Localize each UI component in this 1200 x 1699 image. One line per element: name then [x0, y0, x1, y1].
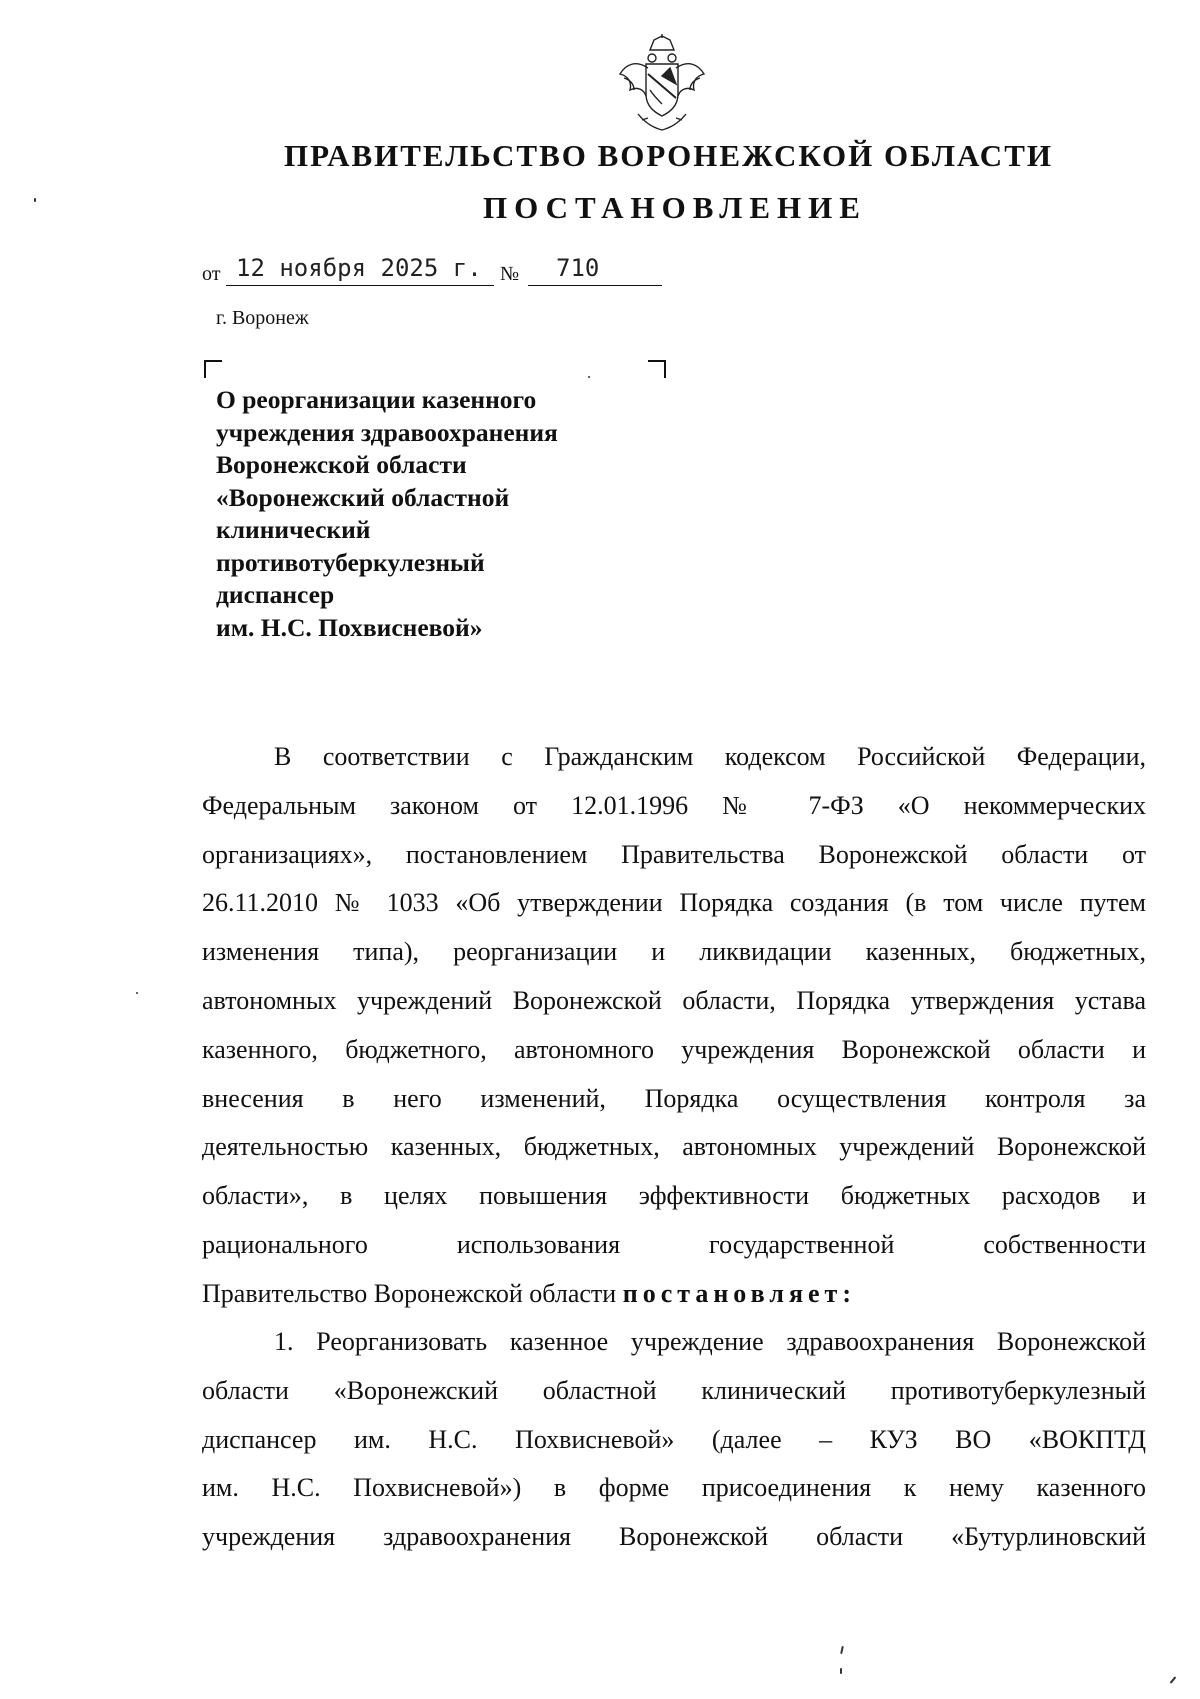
scan-speck	[1170, 1676, 1177, 1683]
paragraph-line: учреждения здравоохранения Воронежской области «Бутурлиновский	[202, 1522, 1146, 1552]
subject-line: О реорганизации казенного	[216, 385, 537, 414]
subject-line: учреждения здравоохранения	[216, 417, 558, 447]
document-date: 12 ноября 2025 г.	[236, 254, 482, 282]
date-number-line	[202, 252, 672, 292]
paragraph-line: организациях», постановлением Правительства Воронежской области от	[202, 839, 1146, 869]
scan-speck	[840, 1668, 842, 1674]
paragraph-line: области «Воронежский областной клинический противотуберкулезный	[202, 1375, 1146, 1405]
subject-line: Воронежской области	[216, 450, 467, 479]
paragraph-line: им. Н.С. Похвисневой») в форме присоединения к нему казенного	[202, 1473, 1146, 1503]
subject-line: «Воронежский областной	[216, 482, 510, 512]
paragraph-line: деятельностью казенных, бюджетных, автономных учреждений Воронежской	[202, 1132, 1146, 1162]
paragraph-line: рационального использования государственной собственности	[202, 1229, 1146, 1259]
subject-corner-right	[648, 360, 666, 378]
subject-line: клинический	[216, 515, 371, 544]
paragraph-line: 1. Реорганизовать казенное учреждение здравоохранения Воронежской	[274, 1327, 1146, 1356]
government-title: ПРАВИТЕЛЬСТВО ВОРОНЕЖСКОЙ ОБЛАСТИ	[284, 138, 1053, 173]
document-subject	[216, 384, 646, 644]
paragraph-line: Федеральным законом от 12.01.1996 № 7-ФЗ «О некоммерческих	[202, 790, 1146, 820]
city: г. Воронеж	[216, 307, 309, 329]
scan-speck	[840, 1646, 844, 1654]
paragraph-line: В соответствии с Гражданским кодексом Российской Федерации,	[274, 742, 1146, 771]
paragraph-line: внесения в него изменений, Порядка осуществления контроля за	[202, 1083, 1146, 1113]
date-prefix-label: от	[202, 263, 221, 285]
coat-of-arms-emblem	[618, 34, 706, 132]
paragraph-line: автономных учреждений Воронежской области, Порядка утверждения устава	[202, 985, 1146, 1015]
paragraph-line: области», в целях повышения эффективности бюджетных расходов и	[202, 1181, 1146, 1211]
document-type: ПОСТАНОВЛЕНИЕ	[483, 190, 867, 225]
number-underline	[528, 285, 662, 286]
subject-corner-left	[204, 360, 222, 378]
scan-speck	[588, 376, 590, 378]
resolution-word: постановляет:	[622, 1278, 856, 1308]
paragraph-line: изменения типа), реорганизации и ликвидации казенных, бюджетных,	[202, 937, 1146, 967]
document-number: 710	[556, 254, 600, 282]
scan-speck	[136, 992, 138, 994]
subject-line: диспансер	[216, 580, 335, 609]
scan-speck	[34, 198, 36, 202]
preamble-paragraph	[202, 733, 1146, 1319]
preamble-final-text: Правительство Воронежской области	[202, 1278, 623, 1308]
paragraph-line: диспансер им. Н.С. Похвисневой» (далее – КУЗ ВО «ВОКПТД	[202, 1424, 1146, 1454]
paragraph-line: 26.11.2010 № 1033 «Об утверждении Порядка создания (в том числе путем	[202, 888, 1146, 918]
subject-line: противотуберкулезный	[216, 547, 485, 577]
paragraph-line	[202, 1270, 1146, 1319]
item-1-paragraph	[202, 1318, 1146, 1562]
number-label: №	[500, 263, 520, 285]
date-underline	[226, 285, 494, 286]
paragraph-line: казенного, бюджетного, автономного учреждения Воронежской области и	[202, 1034, 1146, 1064]
subject-line: им. Н.С. Похвисневой»	[216, 612, 483, 642]
